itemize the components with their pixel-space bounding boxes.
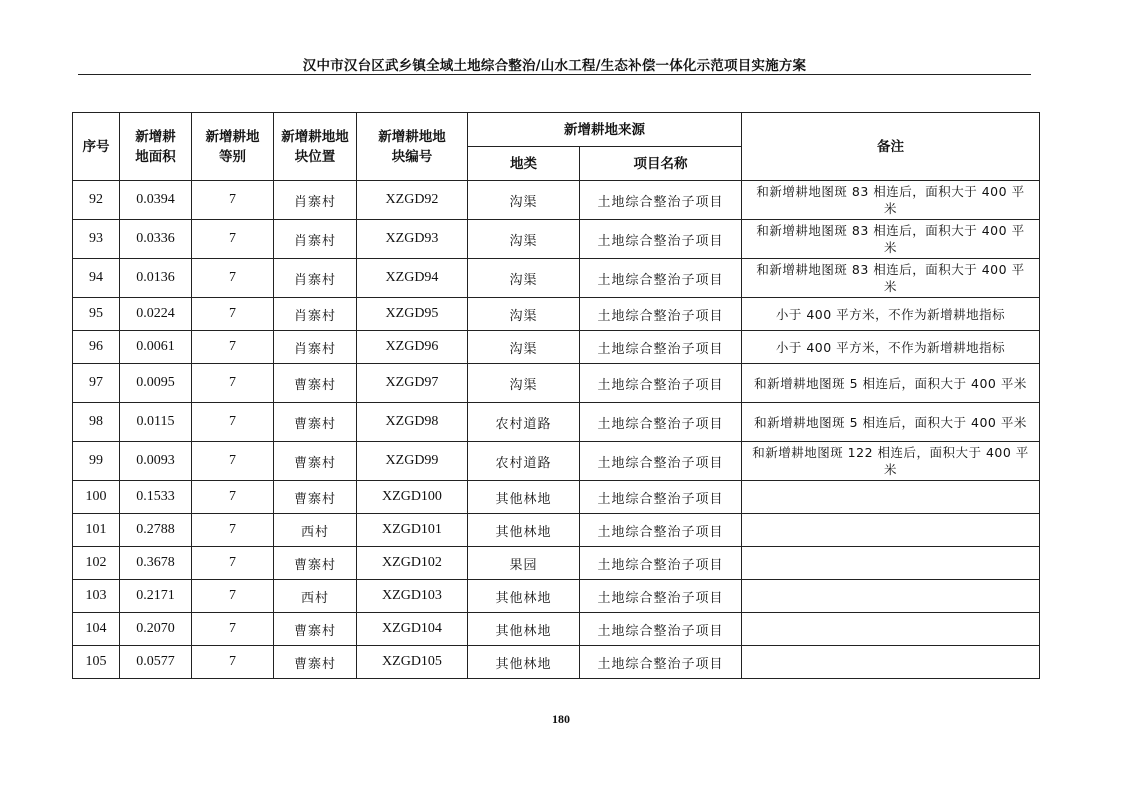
cell-grade: 7 — [192, 547, 274, 580]
cell-seq: 95 — [73, 298, 120, 331]
cell-code: XZGD103 — [357, 580, 468, 613]
cell-area: 0.1533 — [120, 481, 192, 514]
header-code: 新增耕地地 块编号 — [357, 113, 468, 181]
cell-project-name: 土地综合整治子项目 — [580, 181, 742, 220]
cell-grade: 7 — [192, 481, 274, 514]
table-row — [73, 298, 1040, 331]
cell-grade: 7 — [192, 580, 274, 613]
cell-seq: 105 — [73, 646, 120, 679]
cell-remark: 小于 400 平方米，不作为新增耕地指标 — [742, 331, 1040, 364]
table-header — [73, 113, 1040, 181]
table-row — [73, 514, 1040, 547]
cell-project-name: 土地综合整治子项目 — [580, 646, 742, 679]
cell-seq: 98 — [73, 403, 120, 442]
cell-land-type: 沟渠 — [468, 220, 580, 259]
cell-location: 曹寨村 — [274, 481, 357, 514]
cell-area: 0.0224 — [120, 298, 192, 331]
cell-remark — [742, 481, 1040, 514]
cell-code: XZGD92 — [357, 181, 468, 220]
cell-grade: 7 — [192, 613, 274, 646]
cell-remark — [742, 646, 1040, 679]
cell-code: XZGD101 — [357, 514, 468, 547]
header-location: 新增耕地地 块位置 — [274, 113, 357, 181]
cell-location: 西村 — [274, 514, 357, 547]
cell-location: 肖寨村 — [274, 259, 357, 298]
cell-project-name: 土地综合整治子项目 — [580, 259, 742, 298]
cell-area: 0.2070 — [120, 613, 192, 646]
cell-land-type: 沟渠 — [468, 259, 580, 298]
cell-seq: 102 — [73, 547, 120, 580]
cell-code: XZGD97 — [357, 364, 468, 403]
cell-project-name: 土地综合整治子项目 — [580, 613, 742, 646]
cell-code: XZGD99 — [357, 442, 468, 481]
cell-seq: 100 — [73, 481, 120, 514]
cell-grade: 7 — [192, 220, 274, 259]
cell-land-type: 沟渠 — [468, 181, 580, 220]
cell-area: 0.0061 — [120, 331, 192, 364]
cell-area: 0.0136 — [120, 259, 192, 298]
cell-location: 肖寨村 — [274, 181, 357, 220]
table-row — [73, 547, 1040, 580]
cell-remark — [742, 613, 1040, 646]
cell-remark — [742, 580, 1040, 613]
header-land-type: 地类 — [468, 147, 580, 181]
cell-area: 0.2788 — [120, 514, 192, 547]
cell-remark: 小于 400 平方米，不作为新增耕地指标 — [742, 298, 1040, 331]
table-row — [73, 181, 1040, 220]
cell-area: 0.0115 — [120, 403, 192, 442]
header-project-name: 项目名称 — [580, 147, 742, 181]
header-grade: 新增耕地 等别 — [192, 113, 274, 181]
cell-code: XZGD98 — [357, 403, 468, 442]
cell-area: 0.0577 — [120, 646, 192, 679]
table-row — [73, 259, 1040, 298]
cell-location: 曹寨村 — [274, 403, 357, 442]
cell-location: 曹寨村 — [274, 364, 357, 403]
cell-remark — [742, 547, 1040, 580]
cell-location: 肖寨村 — [274, 298, 357, 331]
cell-code: XZGD102 — [357, 547, 468, 580]
cell-land-type: 农村道路 — [468, 403, 580, 442]
cell-remark: 和新增耕地图斑 5 相连后，面积大于 400 平米 — [742, 364, 1040, 403]
cell-project-name: 土地综合整治子项目 — [580, 403, 742, 442]
cell-area: 0.0093 — [120, 442, 192, 481]
header-area: 新增耕 地面积 — [120, 113, 192, 181]
cell-land-type: 沟渠 — [468, 298, 580, 331]
cell-land-type: 沟渠 — [468, 364, 580, 403]
cell-land-type: 农村道路 — [468, 442, 580, 481]
cell-project-name: 土地综合整治子项目 — [580, 547, 742, 580]
table-row — [73, 403, 1040, 442]
cell-grade: 7 — [192, 442, 274, 481]
cell-area: 0.3678 — [120, 547, 192, 580]
cell-seq: 94 — [73, 259, 120, 298]
cell-location: 曹寨村 — [274, 547, 357, 580]
table-row — [73, 364, 1040, 403]
cell-land-type: 果园 — [468, 547, 580, 580]
table-row — [73, 580, 1040, 613]
cell-location: 曹寨村 — [274, 613, 357, 646]
table-row — [73, 481, 1040, 514]
cell-seq: 97 — [73, 364, 120, 403]
cell-location: 肖寨村 — [274, 220, 357, 259]
new-farmland-table — [72, 112, 1040, 679]
table-body — [73, 181, 1040, 679]
cell-land-type: 其他林地 — [468, 514, 580, 547]
cell-area: 0.0095 — [120, 364, 192, 403]
cell-remark: 和新增耕地图斑 5 相连后，面积大于 400 平米 — [742, 403, 1040, 442]
cell-seq: 92 — [73, 181, 120, 220]
cell-seq: 103 — [73, 580, 120, 613]
cell-project-name: 土地综合整治子项目 — [580, 481, 742, 514]
page-number: 180 — [552, 712, 570, 726]
header-source-group: 新增耕地来源 — [468, 113, 742, 147]
cell-location: 曹寨村 — [274, 442, 357, 481]
cell-seq: 99 — [73, 442, 120, 481]
cell-seq: 104 — [73, 613, 120, 646]
header-rule — [78, 74, 1031, 75]
page-header-title: 汉中市汉台区武乡镇全域土地综合整治/山水工程/生态补偿一体化示范项目实施方案 — [302, 58, 807, 74]
cell-land-type: 其他林地 — [468, 613, 580, 646]
cell-project-name: 土地综合整治子项目 — [580, 220, 742, 259]
table-row — [73, 331, 1040, 364]
cell-area: 0.0394 — [120, 181, 192, 220]
cell-code: XZGD105 — [357, 646, 468, 679]
cell-code: XZGD96 — [357, 331, 468, 364]
cell-grade: 7 — [192, 364, 274, 403]
cell-code: XZGD95 — [357, 298, 468, 331]
cell-grade: 7 — [192, 331, 274, 364]
cell-location: 西村 — [274, 580, 357, 613]
cell-code: XZGD100 — [357, 481, 468, 514]
cell-land-type: 其他林地 — [468, 481, 580, 514]
cell-project-name: 土地综合整治子项目 — [580, 580, 742, 613]
cell-grade: 7 — [192, 259, 274, 298]
cell-remark: 和新增耕地图斑 122 相连后，面积大于 400 平米 — [742, 442, 1040, 481]
cell-remark: 和新增耕地图斑 83 相连后，面积大于 400 平米 — [742, 259, 1040, 298]
header-remark: 备注 — [742, 113, 1040, 181]
cell-grade: 7 — [192, 403, 274, 442]
cell-seq: 96 — [73, 331, 120, 364]
cell-remark: 和新增耕地图斑 83 相连后，面积大于 400 平米 — [742, 220, 1040, 259]
cell-grade: 7 — [192, 181, 274, 220]
cell-project-name: 土地综合整治子项目 — [580, 298, 742, 331]
cell-location: 肖寨村 — [274, 331, 357, 364]
cell-land-type: 沟渠 — [468, 331, 580, 364]
cell-area: 0.2171 — [120, 580, 192, 613]
cell-project-name: 土地综合整治子项目 — [580, 514, 742, 547]
cell-seq: 93 — [73, 220, 120, 259]
cell-remark — [742, 514, 1040, 547]
cell-grade: 7 — [192, 514, 274, 547]
cell-remark: 和新增耕地图斑 83 相连后，面积大于 400 平米 — [742, 181, 1040, 220]
cell-location: 曹寨村 — [274, 646, 357, 679]
cell-area: 0.0336 — [120, 220, 192, 259]
cell-project-name: 土地综合整治子项目 — [580, 331, 742, 364]
cell-land-type: 其他林地 — [468, 646, 580, 679]
cell-grade: 7 — [192, 646, 274, 679]
cell-code: XZGD94 — [357, 259, 468, 298]
table-row — [73, 613, 1040, 646]
table-row — [73, 646, 1040, 679]
table-row — [73, 220, 1040, 259]
cell-code: XZGD104 — [357, 613, 468, 646]
cell-project-name: 土地综合整治子项目 — [580, 442, 742, 481]
cell-seq: 101 — [73, 514, 120, 547]
cell-land-type: 其他林地 — [468, 580, 580, 613]
header-seq: 序号 — [73, 113, 120, 181]
cell-code: XZGD93 — [357, 220, 468, 259]
table-row — [73, 442, 1040, 481]
cell-grade: 7 — [192, 298, 274, 331]
cell-project-name: 土地综合整治子项目 — [580, 364, 742, 403]
